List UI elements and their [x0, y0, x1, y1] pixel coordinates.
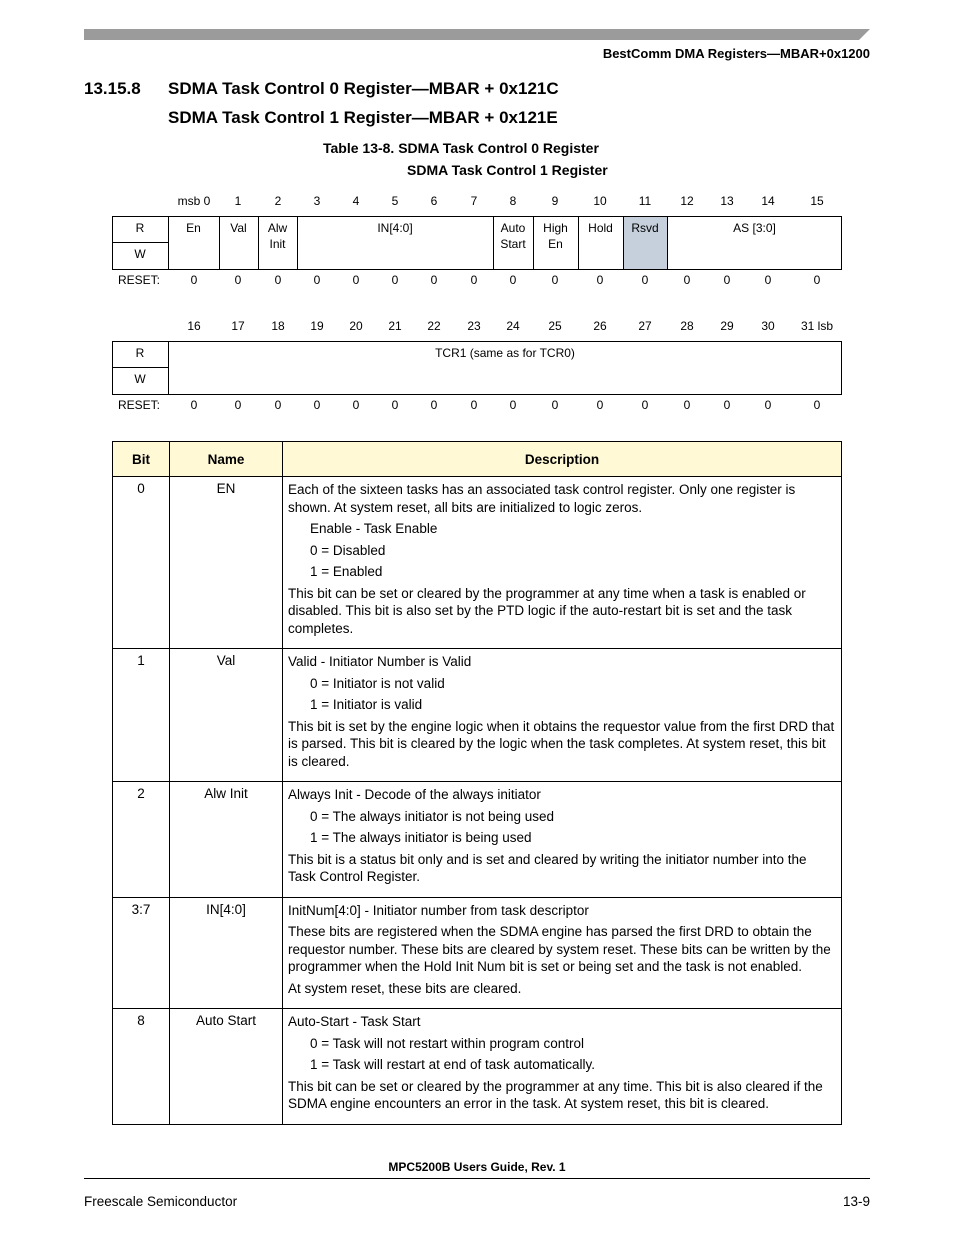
bit-number: 2 [274, 194, 282, 208]
description-paragraph: This bit can be set or cleared by the programmer at any time when a task is enabled or disabled. This bit is also set by the PTD logic if the auto-restart bit is set and the task completes. [288, 585, 806, 636]
read-label: R [135, 221, 145, 235]
bit-number: 6 [430, 194, 438, 208]
reset-value: 0 [391, 398, 399, 412]
bit-number: 15 [810, 194, 824, 208]
table-row [113, 897, 842, 1009]
description-cell [283, 1009, 842, 1125]
reset-value: 0 [430, 398, 438, 412]
field-divider [493, 216, 494, 270]
reset-value: 0 [551, 398, 559, 412]
description-cell [283, 477, 842, 649]
description-paragraph: This bit can be set or cleared by the programmer at any time. This bit is also cleared if the SDMA engine encounters an error in the task. At system reset, this bit is cleared. [288, 1078, 823, 1111]
reset-value: 0 [234, 273, 242, 287]
bit-number: msb 0 [177, 194, 211, 208]
bit-number: 19 [310, 319, 324, 333]
footer-company: Freescale Semiconductor [84, 1194, 238, 1209]
read-label: R [135, 346, 145, 360]
bit-number: 24 [506, 319, 520, 333]
reset-value: 0 [641, 398, 649, 412]
bit-number: 31 lsb [800, 319, 834, 333]
register-field: Auto Start [500, 221, 526, 251]
section-title-2: SDMA Task Control 1 Register—MBAR + 0x121E [168, 108, 558, 127]
reset-value: 0 [764, 398, 772, 412]
column-header-bit: Bit [113, 442, 170, 477]
bit-description-table [112, 441, 842, 1125]
write-label: W [134, 372, 146, 386]
section-title: SDMA Task Control 0 Register—MBAR + 0x121C [168, 79, 559, 98]
reset-value: 0 [509, 398, 517, 412]
reset-value: 0 [190, 398, 198, 412]
bit-cell: 1 [113, 649, 170, 782]
description-paragraph: These bits are registered when the SDMA engine has parsed the first DRD to obtain the requestor number. These bits are cleared by system reset. These bits can be written by the programmer when the Hold Init Num bit is set or being set and the task is not enabled. [288, 924, 831, 974]
bit-number: 10 [593, 194, 607, 208]
name-cell: Auto Start [170, 1009, 283, 1125]
description-paragraph: 1 = Initiator is valid [310, 697, 423, 712]
reset-value: 0 [551, 273, 559, 287]
reset-value: 0 [683, 273, 691, 287]
bit-number: 5 [391, 194, 399, 208]
column-header-name: Name [170, 442, 283, 477]
description-paragraph: Auto-Start - Task Start [288, 1014, 421, 1029]
reset-value: 0 [683, 398, 691, 412]
bit-number: 18 [271, 319, 285, 333]
description-cell [283, 649, 842, 782]
reset-value: 0 [190, 273, 198, 287]
reset-value: 0 [764, 273, 772, 287]
reset-label: RESET: [118, 398, 161, 412]
register-field: Val [230, 221, 247, 235]
description-paragraph: This bit is a status bit only and is set and cleared by writing the initiator number into the Task Control Register. [288, 851, 807, 884]
reset-value: 0 [470, 273, 478, 287]
field-divider [667, 216, 668, 270]
bit-number: 11 [638, 194, 652, 208]
description-paragraph: InitNum[4:0] - Initiator number from task descriptor [288, 902, 589, 918]
bit-number: 23 [467, 319, 481, 333]
footer-doc-title: MPC5200B Users Guide, Rev. 1 [388, 1160, 566, 1174]
bit-number: 4 [352, 194, 360, 208]
bit-cell: 3:7 [113, 897, 170, 1009]
register-field: Rsvd [623, 217, 667, 269]
reset-value: 0 [313, 273, 321, 287]
register-field: AS [3:0] [733, 221, 776, 235]
reset-value: 0 [274, 273, 282, 287]
description-paragraph: This bit is set by the engine logic when it obtains the requestor value from the first DRD that is parsed. This bit is cleared by the logic when the task completes. At system reset, this bit is cleared. [288, 718, 835, 769]
table-caption: Table 13-8. SDMA Task Control 0 Register [323, 140, 599, 156]
description-paragraph: 1 = Enabled [310, 564, 383, 579]
reset-value: 0 [813, 273, 821, 287]
name-cell: EN [170, 477, 283, 649]
reset-value: 0 [596, 398, 604, 412]
table-row [113, 1009, 842, 1125]
reset-value: 0 [234, 398, 242, 412]
bit-number: 30 [761, 319, 775, 333]
register-field: Hold [588, 221, 613, 235]
bit-number: 28 [680, 319, 694, 333]
register-field: Alw Init [267, 221, 288, 251]
bit-number: 17 [231, 319, 245, 333]
footer-divider [84, 1178, 870, 1179]
description-paragraph: At system reset, these bits are cleared. [288, 980, 522, 996]
header-bar [84, 29, 870, 40]
name-cell: Alw Init [170, 782, 283, 898]
description-paragraph: 1 = Task will restart at end of task automatically. [310, 1057, 596, 1072]
table-row [113, 782, 842, 898]
reset-value: 0 [723, 398, 731, 412]
bit-number: 7 [470, 194, 478, 208]
field-divider [219, 216, 220, 270]
bit-number: 26 [593, 319, 607, 333]
bit-number: 25 [548, 319, 562, 333]
reset-value: 0 [470, 398, 478, 412]
name-cell: IN[4:0] [170, 897, 283, 1009]
reset-value: 0 [509, 273, 517, 287]
rw-row-divider [112, 242, 168, 243]
description-cell [283, 897, 842, 1009]
reset-value: 0 [352, 398, 360, 412]
bit-number: 16 [187, 319, 201, 333]
page-number: 13-9 [842, 1194, 870, 1209]
field-divider [578, 216, 579, 270]
bit-number: 29 [720, 319, 734, 333]
bit-number: 9 [551, 194, 559, 208]
bit-cell: 8 [113, 1009, 170, 1125]
description-paragraph: 1 = The always initiator is being used [310, 830, 532, 845]
reset-value: 0 [813, 398, 821, 412]
reset-value: 0 [313, 398, 321, 412]
bit-number: 22 [427, 319, 441, 333]
bit-number: 14 [761, 194, 775, 208]
table-row [113, 477, 842, 649]
field-divider [533, 216, 534, 270]
description-paragraph: Valid - Initiator Number is Valid [288, 654, 472, 669]
description-paragraph: Always Init - Decode of the always initiator [288, 787, 541, 802]
description-paragraph: 0 = Disabled [310, 542, 386, 558]
running-title: BestComm DMA Registers—MBAR+0x1200 [602, 46, 870, 61]
rw-row-divider [112, 367, 168, 368]
bit-number: 13 [720, 194, 734, 208]
bit-number: 1 [234, 194, 242, 208]
bit-cell: 0 [113, 477, 170, 649]
description-paragraph: 0 = Task will not restart within program control [310, 1035, 584, 1051]
reset-value: 0 [723, 273, 731, 287]
reset-value: 0 [352, 273, 360, 287]
field-divider [297, 216, 298, 270]
bit-number: 3 [313, 194, 321, 208]
bit-number: 20 [349, 319, 363, 333]
description-paragraph: 0 = Initiator is not valid [310, 675, 445, 691]
table-caption-2: SDMA Task Control 1 Register [407, 162, 608, 178]
reset-value: 0 [641, 273, 649, 287]
field-divider [623, 216, 624, 270]
bit-number: 8 [509, 194, 517, 208]
reset-value: 0 [430, 273, 438, 287]
table-row [113, 649, 842, 782]
description-cell [283, 782, 842, 898]
bit-number: 27 [638, 319, 652, 333]
register-field: IN[4:0] [377, 221, 413, 235]
column-header-description: Description [283, 442, 842, 477]
bit-number: 21 [388, 319, 402, 333]
bit-cell: 2 [113, 782, 170, 898]
register-field: High En [543, 221, 568, 251]
description-paragraph: 0 = The always initiator is not being used [310, 808, 555, 824]
reset-value: 0 [391, 273, 399, 287]
description-paragraph: Each of the sixteen tasks has an associated task control register. Only one register is shown. At system reset, all bits are initialized to logic zeros. [288, 482, 796, 515]
name-cell: Val [170, 649, 283, 782]
field-divider [258, 216, 259, 270]
section-number: 13.15.8 [84, 79, 141, 98]
reset-value: 0 [274, 398, 282, 412]
write-label: W [134, 247, 146, 261]
register-field: TCR1 (same as for TCR0) [435, 346, 575, 360]
reset-value: 0 [596, 273, 604, 287]
bit-number: 12 [680, 194, 694, 208]
register-field: En [186, 221, 201, 235]
table-header-row [113, 442, 842, 477]
reset-label: RESET: [118, 273, 161, 287]
description-paragraph: Enable - Task Enable [310, 521, 438, 536]
